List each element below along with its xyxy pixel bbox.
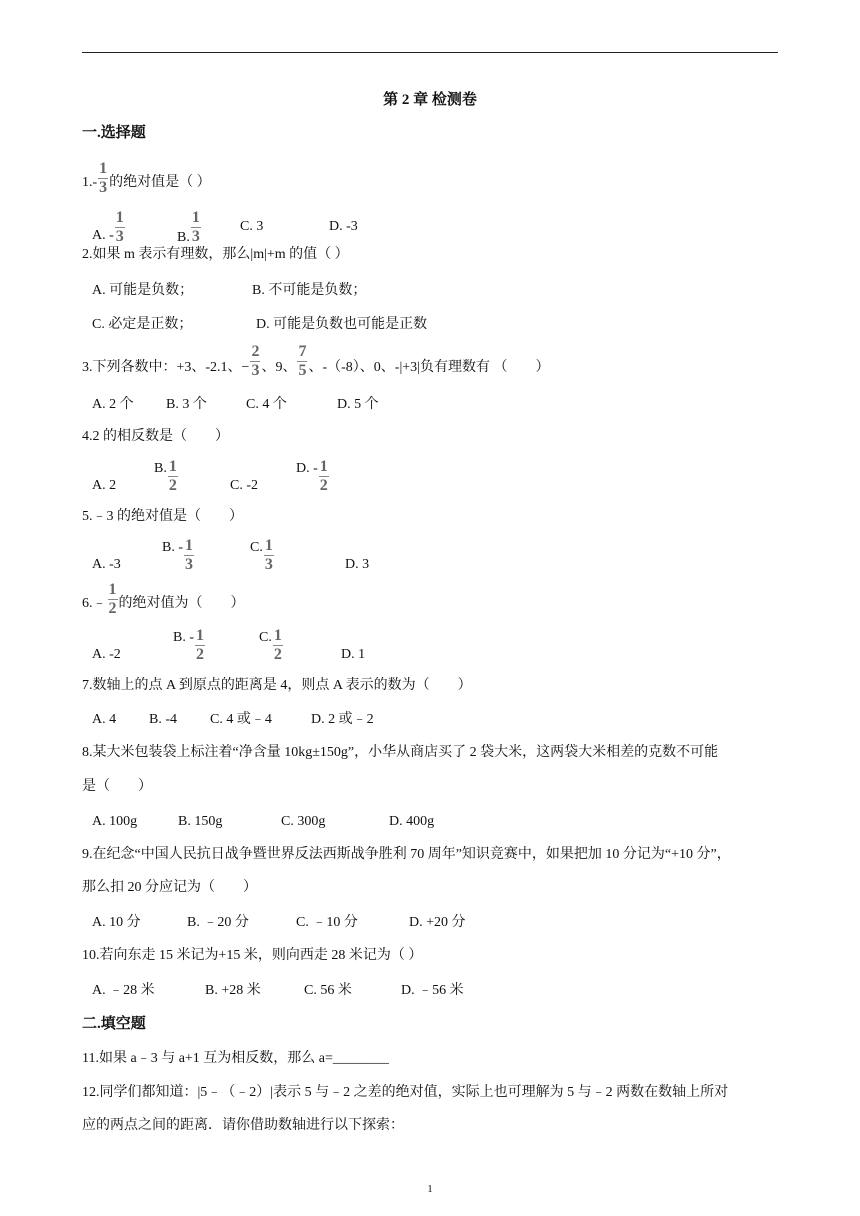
q5-option-b: B. - $\frac{1}{3}$ (162, 537, 193, 573)
section-heading-fill: 二.填空题 (82, 1016, 146, 1032)
q6-option-a: A. -2 (92, 647, 121, 662)
question-8-line-2: 是（ ） (82, 779, 152, 794)
q4-option-b: B. $\frac{1}{2}$ (154, 458, 177, 494)
q8-option-c: C. 300g (281, 814, 326, 829)
q1-fraction: $\frac{1}{3}$ (99, 160, 108, 196)
page-number: 1 (427, 1183, 433, 1195)
question-5: 5.﹣3 的绝对值是（ ） (82, 509, 243, 524)
question-9-line-1: 9.在纪念“中国人民抗日战争暨世界反法西斯战争胜利 70 周年”知识竞赛中，如果把加 10 分记为“+10 分”， (82, 847, 731, 862)
q7-option-a: A. 4 (92, 712, 117, 727)
q1-number: 1. (82, 175, 93, 190)
q1-option-a: A. - $\frac{1}{3}$ (92, 209, 124, 245)
q6-option-b: B. - $\frac{1}{2}$ (173, 627, 204, 663)
q9-option-c: C. ﹣10 分 (296, 915, 358, 930)
q2-option-b: B. 不可能是负数； (252, 283, 367, 298)
q10-option-b: B. +28 米 (205, 983, 261, 998)
q3-fraction-2: $\frac{7}{5}$ (298, 343, 307, 379)
question-2: 2.如果 m 表示有理数，那么|m|+m 的值（ ） (82, 247, 349, 262)
question-4: 4.2 的相反数是（ ） (82, 429, 229, 444)
q8-option-a: A. 100g (92, 814, 138, 829)
question-8-line-1: 8.某大米包装袋上标注着“净含量 10kg±150g”，小华从商店买了 2 袋大米，这两袋大米相差的克数不可能 (82, 745, 719, 760)
question-7: 7.数轴上的点 A 到原点的距离是 4，则点 A 表示的数为（ ） (82, 678, 472, 693)
q3-option-a: A. 2 个 (92, 397, 134, 412)
q7-option-b: B. -4 (149, 712, 177, 727)
page-title: 第 2 章 检测卷 (383, 92, 477, 108)
q5-option-a: A. -3 (92, 557, 121, 572)
question-12-line-1: 12.同学们都知道：|5﹣（﹣2）|表示 5 与﹣2 之差的绝对值，实际上也可理解为 5 与﹣2 两数在数轴上所对 (82, 1085, 729, 1100)
q7-option-c: C. 4 或﹣4 (210, 712, 272, 727)
q7-option-d: D. 2 或﹣2 (311, 712, 374, 727)
question-11: 11.如果 a﹣3 与 a+1 互为相反数，那么 a=________ (82, 1051, 389, 1066)
q3-option-c: C. 4 个 (246, 397, 287, 412)
question-10: 10.若向东走 15 米记为+15 米，则向西走 28 米记为（ ） (82, 948, 423, 963)
q5-option-d: D. 3 (345, 557, 370, 572)
q1-option-c: C. 3 (240, 219, 264, 234)
q2-option-d: D. 可能是负数也可能是正数 (256, 317, 428, 332)
q10-option-d: D. ﹣56 米 (401, 983, 464, 998)
question-3: 3.下列各数中：+3、-2.1、− $\frac{2}{3}$ 、9、 $\frac{7}{5}$ 、-（-8）、0、-|+3|负有理数有 （ ） (82, 343, 550, 379)
q3-option-d: D. 5 个 (337, 397, 379, 412)
q2-option-c: C. 必定是正数； (92, 317, 193, 332)
q5-option-c: C. $\frac{1}{3}$ (250, 537, 273, 573)
q8-option-b: B. 150g (178, 814, 223, 829)
q6-fraction: $\frac{1}{2}$ (108, 581, 117, 617)
question-1 (82, 161, 211, 196)
q6-option-d: D. 1 (341, 647, 366, 662)
q8-option-d: D. 400g (389, 814, 435, 829)
q10-option-c: C. 56 米 (304, 983, 352, 998)
section-heading-choice: 一.选择题 (82, 125, 146, 141)
q4-option-d: D. - $\frac{1}{2}$ (296, 458, 328, 494)
question-9-line-2: 那么扣 20 分应记为（ ） (82, 880, 257, 895)
q4-option-c: C. -2 (230, 478, 258, 493)
q9-option-d: D. +20 分 (409, 915, 466, 930)
q4-option-a: A. 2 (92, 478, 117, 493)
q1-sign: - (92, 175, 98, 190)
q3-fraction-1: $\frac{2}{3}$ (251, 343, 260, 379)
question-12-line-2: 应的两点之间的距离．请你借助数轴进行以下探索： (82, 1118, 404, 1133)
question-6: 6.﹣ $\frac{1}{2}$ 的绝对值为（ ） (82, 581, 245, 617)
q9-option-a: A. 10 分 (92, 915, 141, 930)
q2-option-a: A. 可能是负数； (92, 283, 194, 298)
q10-option-a: A. ﹣28 米 (92, 983, 155, 998)
q6-option-c: C. $\frac{1}{2}$ (259, 627, 282, 663)
q1-text: 的绝对值是（ ） (109, 175, 211, 190)
q1-option-d: D. -3 (329, 219, 358, 234)
q1-option-b: B. $\frac{1}{3}$ (177, 209, 200, 245)
q3-option-b: B. 3 个 (166, 397, 207, 412)
header-rule (82, 52, 778, 53)
q9-option-b: B. ﹣20 分 (187, 915, 249, 930)
